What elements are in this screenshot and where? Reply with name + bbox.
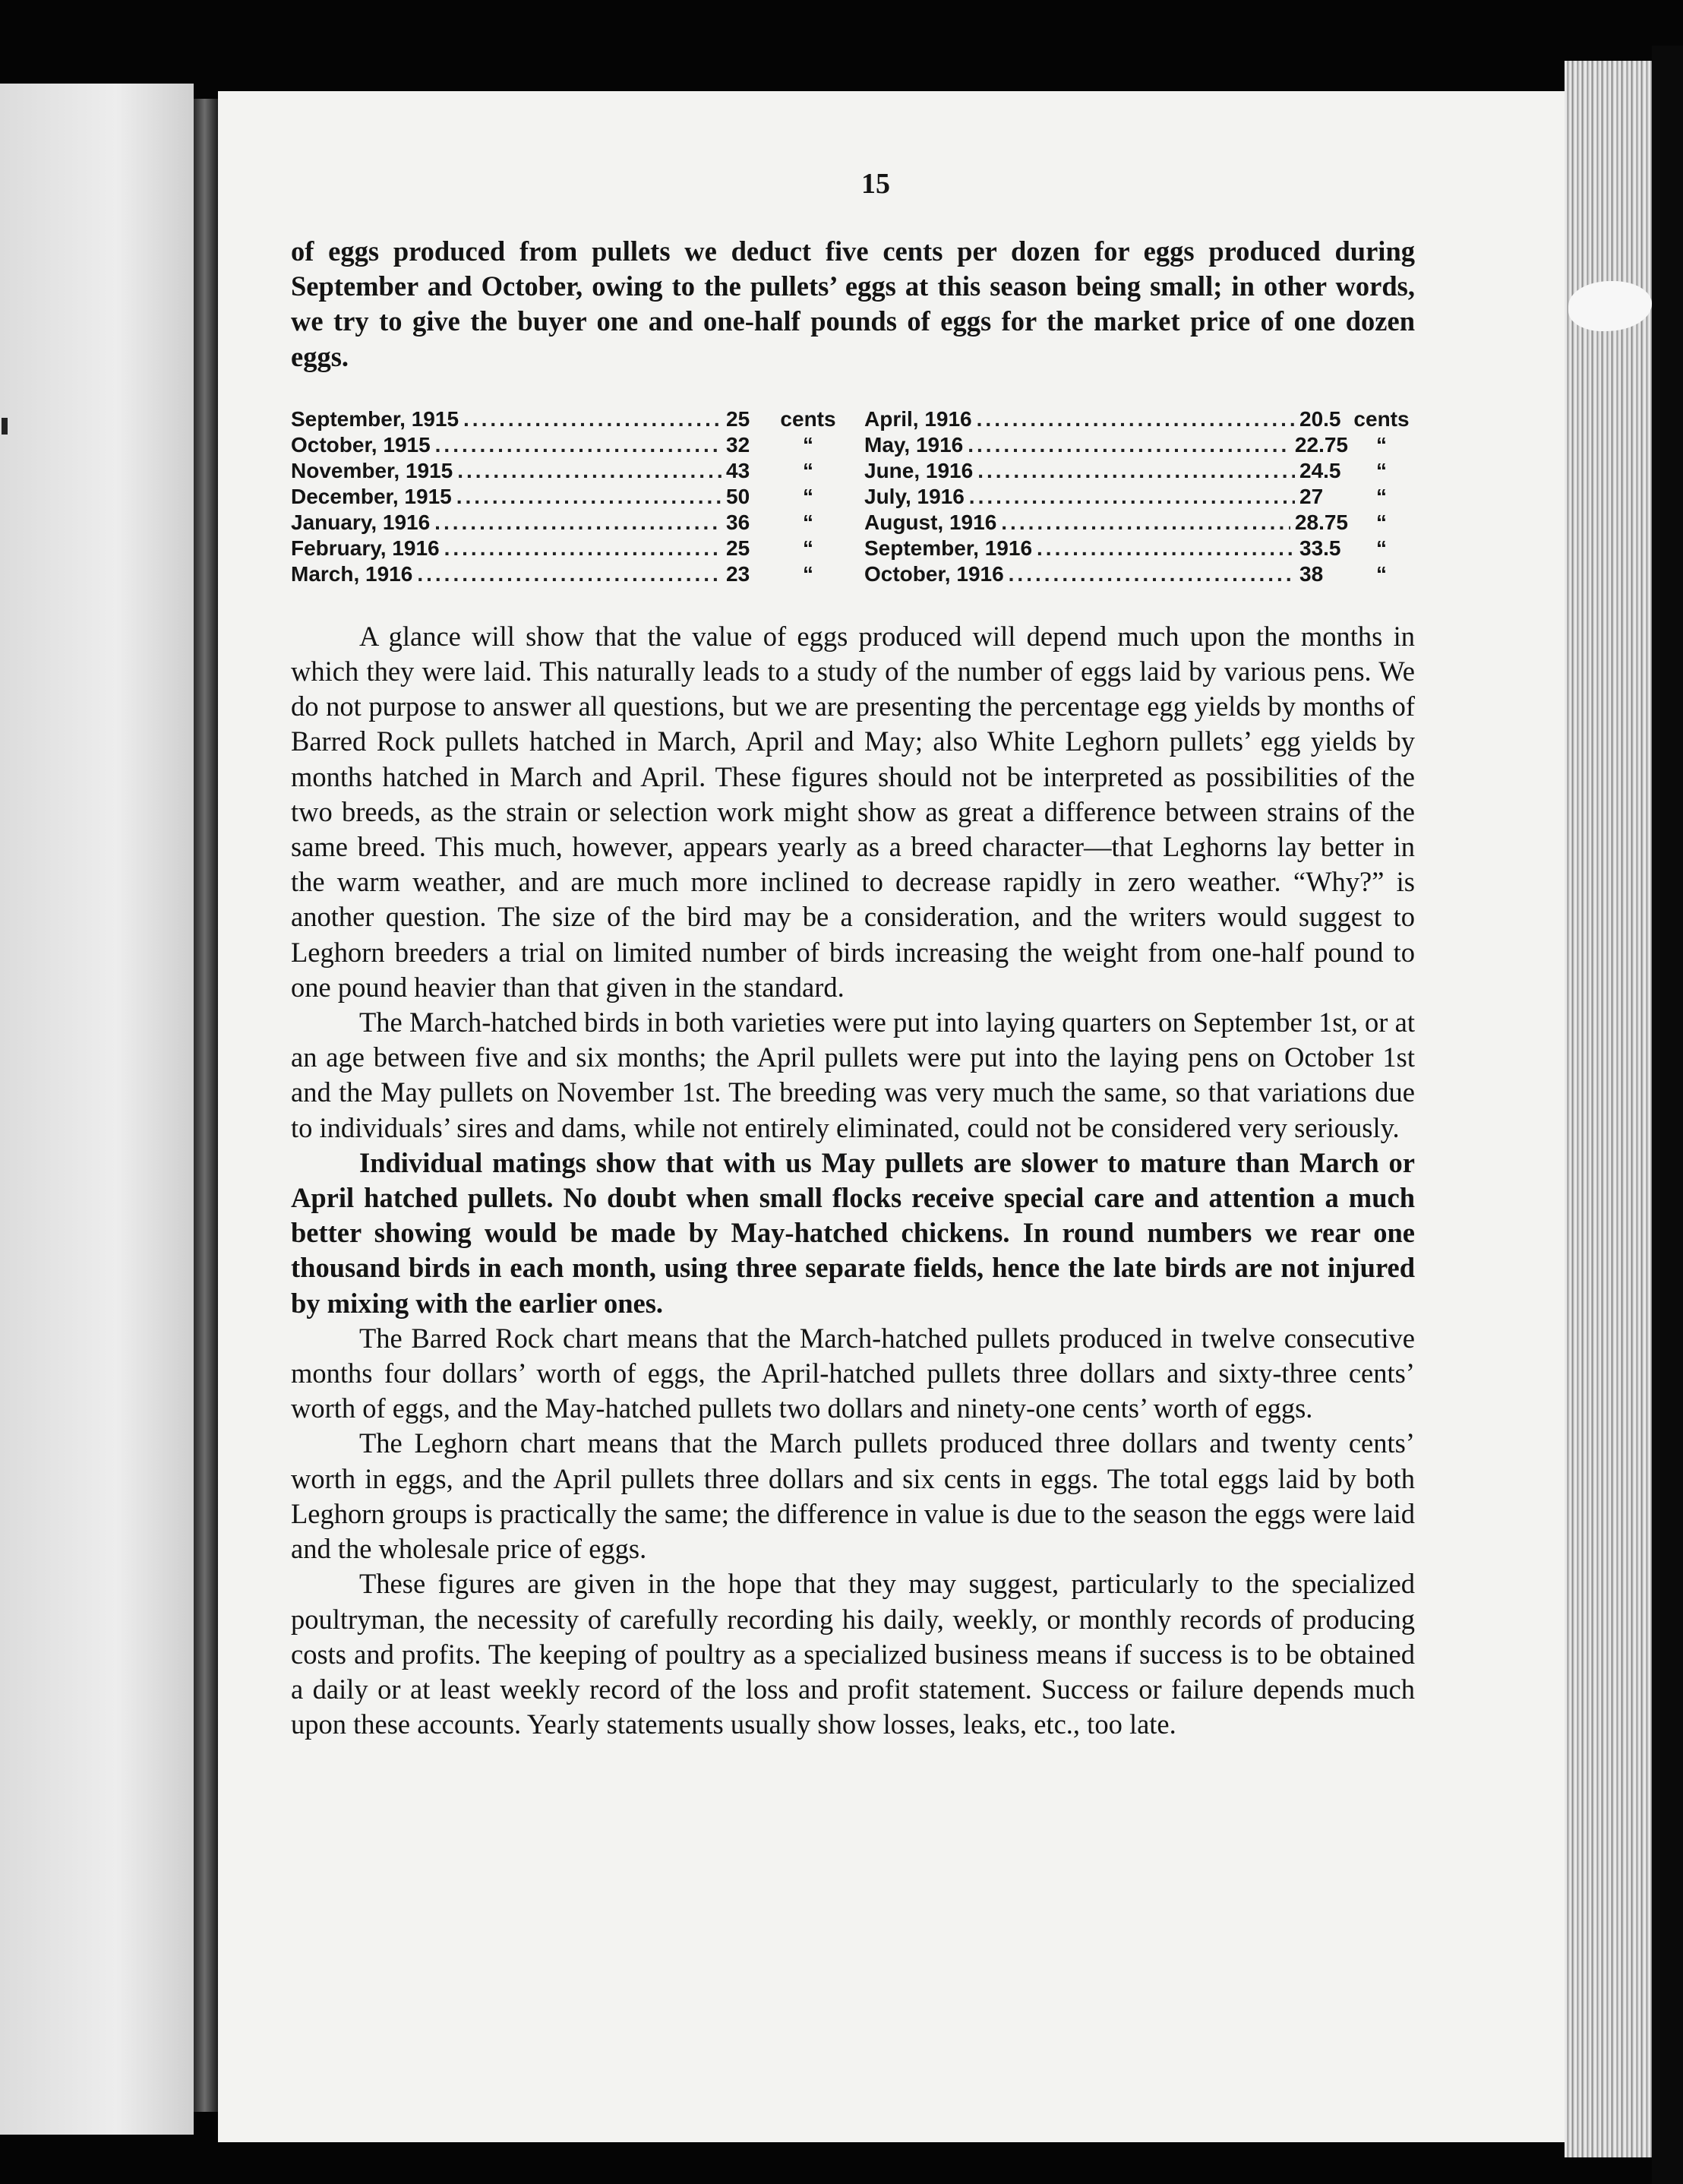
price-row [291, 484, 842, 510]
price-column-right [864, 406, 1415, 587]
leader-dots [435, 432, 722, 458]
price-row [291, 536, 842, 561]
price-unit: “ [803, 536, 813, 560]
price-row [291, 406, 842, 432]
price-unit: “ [1376, 510, 1387, 534]
scan-border [1652, 46, 1683, 2184]
price-month: October, 1916 [864, 561, 1004, 586]
scan-speck [2, 418, 8, 435]
page-stack-edges [1565, 61, 1663, 2157]
paragraph-record-keeping: These figures are given in the hope that they may suggest, particularly to the specialized poultryman, the necessity of carefully recording his daily, weekly, or monthly records of producing costs and profits. The keeping of poultry as a specialized business means if success is to be obtained a daily or at least weekly record of the loss and profit statement. Success or failure depends much upon these accounts. Yearly statements usually show losses, leaks, etc., too late. [291, 1568, 1415, 1740]
paragraph-individual-matings: Individual matings show that with us May pullets are slower to mature than March or April hatched pullets. No doubt when small flocks receive special care and attention a much better showing would be made by May-hatched chickens. In round numbers we rear one thousand birds in each month, using three separate fields, hence the late birds are not injured by mixing with the earlier ones. [291, 1146, 1415, 1319]
page-number: 15 [861, 168, 890, 200]
price-row [291, 510, 842, 536]
price-unit: “ [803, 510, 813, 534]
price-value: 38 [1299, 561, 1324, 586]
price-value: 25 [726, 536, 750, 560]
price-unit: “ [803, 458, 813, 482]
price-row [864, 536, 1415, 561]
price-month: August, 1916 [864, 510, 997, 534]
price-value: 36 [726, 510, 750, 534]
price-month: November, 1915 [291, 458, 453, 482]
price-value: 50 [726, 484, 750, 508]
price-month: March, 1916 [291, 561, 413, 586]
paragraph-barred-rock-chart: The Barred Rock chart means that the March-hatched pullets produced in twelve consecutive months four dollars’ worth of eggs, the April-hatched pullets three dollars and sixty-three cents’ worth of eggs, and the May-hatched pullets two dollars and ninety-one cents’ worth of eggs. [291, 1322, 1415, 1424]
price-row [291, 561, 842, 587]
leader-dots [969, 484, 1295, 510]
price-month: September, 1916 [864, 536, 1033, 560]
price-value: 32 [726, 432, 750, 457]
price-unit: cents [1353, 406, 1410, 431]
price-row [864, 406, 1415, 432]
book-gutter [194, 99, 218, 2112]
price-unit: “ [1376, 484, 1387, 508]
price-unit: “ [1376, 561, 1387, 586]
leader-dots [444, 536, 722, 561]
leader-dots [977, 406, 1295, 432]
price-row [864, 484, 1415, 510]
leader-dots [456, 484, 722, 510]
price-value: 23 [726, 561, 750, 586]
price-month: June, 1916 [864, 458, 974, 482]
price-month: February, 1916 [291, 536, 440, 560]
price-month: April, 1916 [864, 406, 972, 431]
price-unit: “ [803, 432, 813, 457]
price-value: 43 [726, 458, 750, 482]
leader-dots [463, 406, 722, 432]
paragraph-leghorn-chart: The Leghorn chart means that the March pullets produced three dollars and twenty cents’ worth in eggs, and the April pullets three dollars and six cents in eggs. The total eggs laid by both Leghorn groups is practically the same; the difference in value is due to the season the eggs were laid and the wholesale price of eggs. [291, 1427, 1415, 1565]
intro-paragraph: of eggs produced from pullets we deduct five cents per dozen for eggs produced during September and October, owing to the pullets’ eggs at this season being small; in other words, we try to give the buyer one and one-half pounds of eggs for the market price of one dozen eggs. [291, 235, 1415, 372]
price-month: July, 1916 [864, 484, 965, 508]
price-column-left [291, 406, 842, 587]
price-row [864, 458, 1415, 484]
price-value: 27 [1299, 484, 1324, 508]
left-page-edge [0, 84, 194, 2135]
leader-dots [417, 561, 722, 587]
price-unit: “ [803, 484, 813, 508]
price-row [864, 432, 1415, 458]
price-value: 22.75 [1294, 432, 1348, 457]
price-row [291, 432, 842, 458]
paragraph-laying-quarters: The March-hatched birds in both varieties were put into laying quarters on September 1st, or at an age between five and six months; the April pullets were put into the laying pens on October 1st and the May pullets on November 1st. The breeding was very much the same, so that variations due to individuals’ sires and dams, while not entirely eliminated, could not be considered very seriously. [291, 1007, 1415, 1143]
leader-dots [1037, 536, 1295, 561]
leader-dots [977, 458, 1295, 484]
price-value: 33.5 [1299, 536, 1341, 560]
leader-dots [457, 458, 722, 484]
price-month: September, 1915 [291, 406, 459, 431]
price-month: December, 1915 [291, 484, 452, 508]
leader-dots [1009, 561, 1295, 587]
egg-price-table [291, 406, 1415, 587]
price-value: 24.5 [1299, 458, 1341, 482]
leader-dots [434, 510, 722, 536]
price-month: May, 1916 [864, 432, 964, 457]
price-value: 20.5 [1299, 406, 1341, 431]
leader-dots [968, 432, 1290, 458]
price-value: 25 [726, 406, 750, 431]
price-unit: “ [1376, 432, 1387, 457]
leader-dots [1001, 510, 1290, 536]
price-month: January, 1916 [291, 510, 431, 534]
price-row [864, 561, 1415, 587]
price-unit: “ [1376, 458, 1387, 482]
price-unit: cents [780, 406, 836, 431]
price-value: 28.75 [1294, 510, 1348, 534]
price-month: October, 1915 [291, 432, 431, 457]
price-row [864, 510, 1415, 536]
price-row [291, 458, 842, 484]
page-content [291, 167, 1415, 1742]
price-unit: “ [803, 561, 813, 586]
price-unit: “ [1376, 536, 1387, 560]
paragraph-breed-comparison: A glance will show that the value of eggs produced will depend much upon the months in which they were laid. This naturally leads to a study of the number of eggs laid by various pens. We do not purpose to answer all questions, but we are presenting the percentage egg yields by months of Barred Rock pullets hatched in March, April and May; also White Leghorn pullets’ egg yields by months hatched in March and April. These figures should not be interpreted as possibilities of the two breeds, as the strain or selection work might show as great a difference between strains of the same breed. This much, however, appears yearly as a breed character—that Leghorns lay better in the warm weather, and are much more inclined to decrease rapidly in zero weather. “Why?” is another question. The size of the bird may be a consideration, and the writers would suggest to Leghorn breeders a trial on limited number of birds increasing the weight from one-half pound to one pound heavier than that given in the standard. [291, 620, 1415, 1003]
